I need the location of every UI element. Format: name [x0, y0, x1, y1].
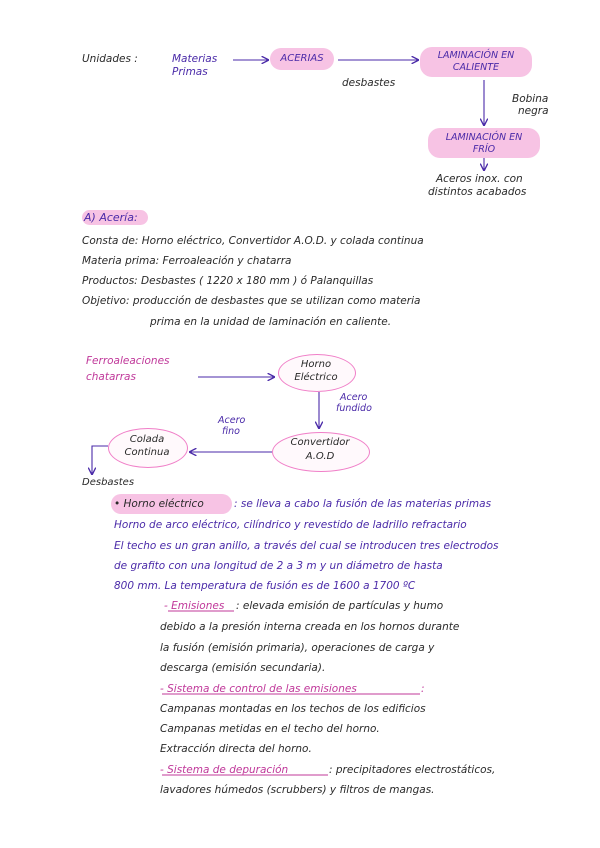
depuracion-title: - Sistema de depuración: [160, 764, 289, 776]
desbastes-output-label: Desbastes: [82, 477, 135, 488]
control-0: Campanas montadas en los techos de los edificios: [160, 703, 426, 715]
acero-fundido-line2: fundido: [336, 403, 372, 414]
emisiones-1: debido a la presión interna creada en los hornos durante: [160, 621, 460, 633]
aceria-line-objetivo-cont: prima en la unidad de laminación en caliente.: [150, 316, 392, 328]
laminacion-frio-line2: FRÍO: [472, 144, 496, 155]
laminacion-caliente-line2: CALIENTE: [452, 62, 500, 73]
depuracion-1: lavadores húmedos (scrubbers) y filtros de mangas.: [160, 784, 435, 796]
aceros-inox-line2: distintos acabados: [428, 186, 527, 198]
aceria-line-consta: Consta de: Horno eléctrico, Convertidor A.O.D. y colada continua: [82, 235, 424, 247]
aceria-line-materia: Materia prima: Ferroaleación y chatarra: [82, 255, 292, 267]
control-2: Extracción directa del horno.: [160, 743, 312, 755]
horno-intro-3: de grafito con una longitud de 2 a 3 m y un diámetro de hasta: [114, 560, 443, 572]
control-colon: :: [421, 683, 425, 695]
laminacion-frio-line1: LAMINACIÓN EN: [445, 132, 523, 143]
laminacion-caliente-line1: LAMINACIÓN EN: [437, 50, 515, 61]
convertidor-label-line1: Convertidor: [290, 437, 350, 448]
control-title: - Sistema de control de las emisiones: [160, 683, 357, 695]
aceros-inox-line1: Aceros inox. con: [436, 173, 523, 185]
aceria-line-productos: Productos: Desbastes ( 1220 x 180 mm ) ó Palanquillas: [82, 275, 374, 287]
horno-electrico-title: • Horno eléctrico: [114, 498, 204, 510]
horno-intro-0: : se lleva a cabo la fusión de las materias primas: [234, 498, 492, 510]
horno-intro-4: 800 mm. La temperatura de fusión es de 1600 a 1700 ºC: [114, 580, 416, 592]
aceria-line-objetivo: Objetivo: producción de desbastes que se utilizan como materia: [82, 295, 421, 307]
bobina-negra-line2: negra: [518, 105, 549, 117]
colada-label-line1: Colada: [129, 434, 165, 445]
horno-intro-1: Horno de arco eléctrico, cilíndrico y revestido de ladrillo refractario: [114, 519, 467, 531]
emisiones-title: - Emisiones: [164, 600, 225, 612]
emisiones-3: descarga (emisión secundaria).: [160, 662, 326, 674]
colada-label-line2: Continua: [124, 447, 170, 458]
control-1: Campanas metidas en el techo del horno.: [160, 723, 380, 735]
materias-primas-line2: Primas: [172, 66, 208, 78]
arrow-colada-desbastes: [92, 446, 108, 474]
aceria-heading: A) Acería:: [84, 211, 138, 224]
horno-intro-2: El techo es un gran anillo, a través del cual se introducen tres electrodos: [114, 540, 499, 552]
desbastes-label: desbastes: [342, 77, 396, 89]
emisiones-2: la fusión (emisión primaria), operaciones de carga y: [160, 642, 435, 654]
units-label: Unidades :: [82, 53, 138, 65]
ferroaleaciones-label: Ferroaleaciones: [86, 355, 170, 367]
horno-label-line1: Horno: [300, 359, 332, 370]
convertidor-label-line2: A.O.D: [305, 451, 335, 462]
acero-fino-line2: fino: [222, 426, 240, 437]
bobina-negra-line1: Bobina: [512, 93, 549, 105]
horno-label-line2: Eléctrico: [294, 372, 338, 383]
chatarras-label: chatarras: [86, 371, 136, 383]
depuracion-0: : precipitadores electrostáticos,: [329, 764, 496, 776]
emisiones-0: : elevada emisión de partículas y humo: [236, 600, 444, 612]
materias-primas-line1: Materias: [172, 53, 218, 65]
acerias-label: ACERIAS: [280, 53, 324, 64]
acero-fundido-line1: Acero: [340, 392, 368, 403]
acero-fino-line1: Acero: [218, 415, 246, 426]
